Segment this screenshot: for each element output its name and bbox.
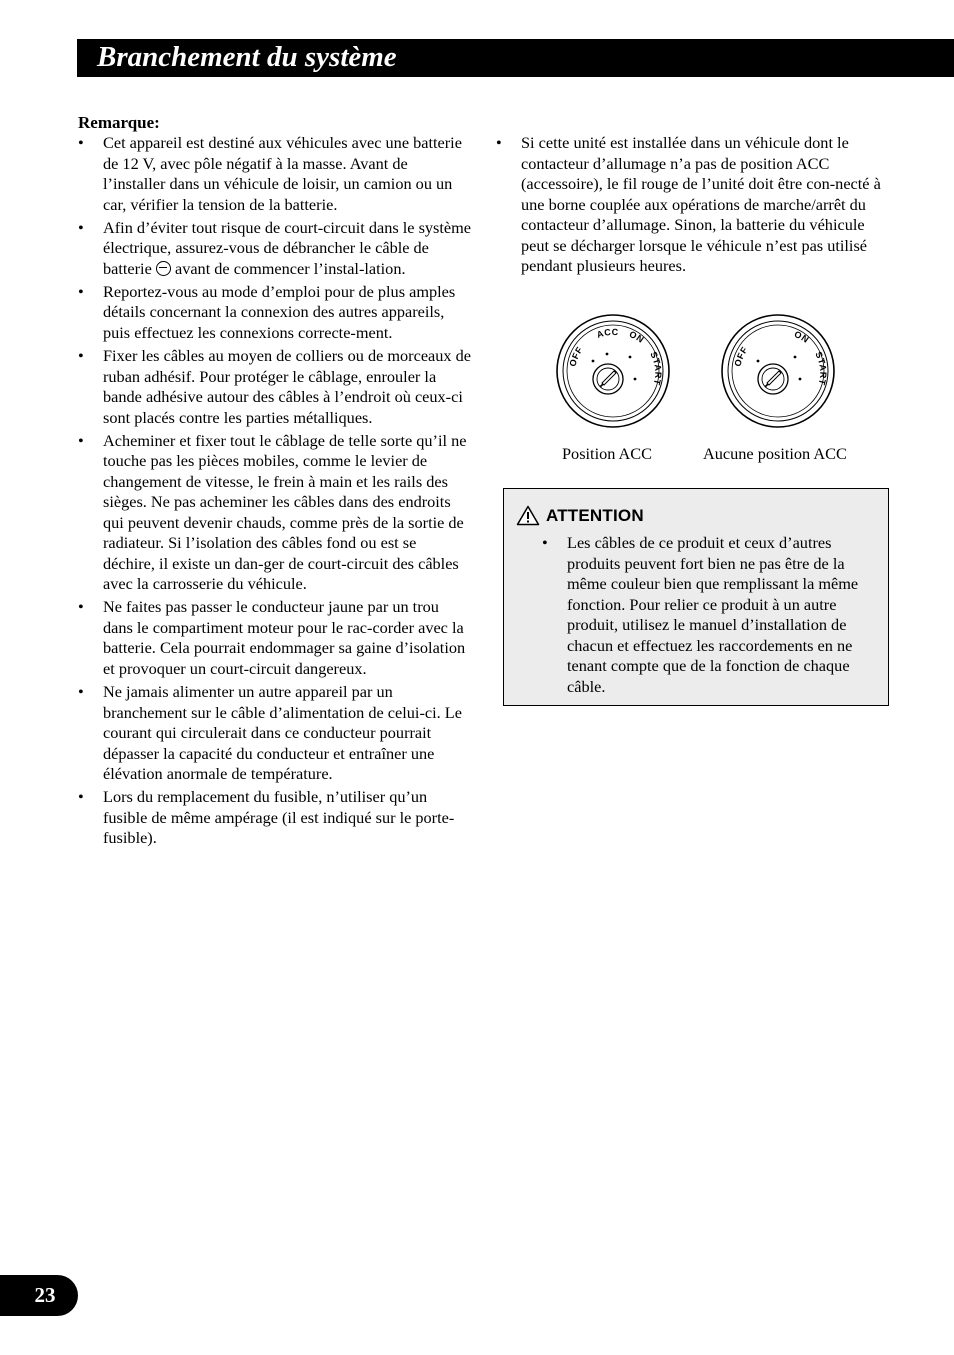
page-title: Branchement du système bbox=[97, 41, 397, 73]
right-column bbox=[496, 133, 892, 279]
list-item: • Ne faites pas passer le conducteur jaune par un trou dans le compartiment moteur pour le rac-corder avec la batterie. Cela pourrait endommager sa gaine d’isolation et provoquer un court-circuit dangereux. bbox=[78, 597, 466, 678]
list-item: • Acheminer et fixer tout le câblage de telle sorte qu’il ne touche pas les pièces mobiles, comme le levier de changement de vitesse, le frein à main et les rails des sièges. Ne pas acheminer les câbles dans des endroits qui peuvent devenir chauds, comme près de la sortie de radiateur. Si l’isolation des câbles fond ou est se déchire, il existe un dan-ger de court-circuit des câbles avec la carrosserie du véhicule. bbox=[78, 430, 467, 594]
switch-label-off: OFF bbox=[567, 344, 585, 368]
negative-terminal-icon bbox=[156, 261, 171, 276]
list-item: • Reportez-vous au mode d’emploi pour de plus amples détails concernant la connexion des autres appareils, puis effectuez les connexions correcte-ment. bbox=[78, 281, 456, 342]
warning-triangle-icon bbox=[516, 505, 540, 526]
attention-title: ATTENTION bbox=[546, 505, 644, 525]
list-item: • Si cette unité est installée dans un véhicule dont le contacteur d’allumage n’a pas de position ACC (accessoire), le fil rouge de l’unité doit être con-necté à une borne couplée aux opérations de marche/arrêt du contacteur d’allumage. Sinon, la batterie du véhicule peut se décharger lorsque le véhicule n’est pas utilisé pendant plusieurs heures. bbox=[496, 133, 881, 275]
list-item: • Les câbles de ce produit et ceux d’autres produits peuvent fort bien ne pas être de la même couleur bien que remplissant la même fonction. Pour relier ce produit à un autre produit, utilisez le manuel d’installation de chacun et effectuez les raccordements en ne tenant compte que de la fonction de chaque câble. bbox=[542, 533, 859, 696]
list-item: • Afin d’éviter tout risque de court-circuit dans le système électrique, assurez-vous de débrancher le câble de batterie avant de commencer l’instal-lation. bbox=[78, 217, 472, 278]
switch-label-on: ON bbox=[627, 328, 646, 345]
page-header bbox=[77, 39, 954, 77]
switch-label-start: START bbox=[648, 350, 664, 387]
switch-label-off: OFF bbox=[732, 344, 750, 368]
left-column bbox=[78, 113, 472, 852]
page-number-tab bbox=[0, 1275, 78, 1316]
switch-label-start: START bbox=[813, 350, 829, 387]
remarque-list bbox=[78, 133, 472, 849]
acc-note-list bbox=[496, 133, 892, 277]
attention-header bbox=[516, 505, 644, 526]
attention-list bbox=[542, 533, 872, 700]
attention-box bbox=[503, 488, 889, 706]
ignition-switch-acc-icon bbox=[553, 313, 673, 431]
caption-no-acc: Aucune position ACC bbox=[703, 444, 847, 463]
ignition-switch-no-acc-icon bbox=[718, 313, 838, 431]
list-item: • Lors du remplacement du fusible, n’utiliser qu’un fusible de même ampérage (il est indiqué sur le porte-fusible). bbox=[78, 787, 455, 848]
page-number: 23 bbox=[34, 1283, 56, 1307]
list-item: • Cet appareil est destiné aux véhicules avec une batterie de 12 V, avec pôle négatif à la masse. Avant de l’installer dans un véhicule de loisir, un camion ou un car, vérifier la tension de la batterie. bbox=[78, 133, 462, 214]
remarque-heading: Remarque: bbox=[78, 113, 160, 132]
list-item: • Ne jamais alimenter un autre appareil par un branchement sur le câble d’alimentation de celui-ci. Le courant qui circulerait dans ce conducteur pourrait dépasser la capacité du conducteur et entraîner une élévation anormale de température. bbox=[78, 682, 462, 784]
caption-acc: Position ACC bbox=[562, 444, 653, 463]
list-item: • Fixer les câbles au moyen de colliers ou de morceaux de ruban adhésif. Pour protéger le câblage, enrouler la bande adhésive autour des câbles à l’endroit où ceux-ci sont placés contre les parties métalliques. bbox=[78, 346, 472, 427]
switch-label-acc: ACC bbox=[595, 326, 619, 340]
switch-label-on: ON bbox=[792, 328, 811, 345]
